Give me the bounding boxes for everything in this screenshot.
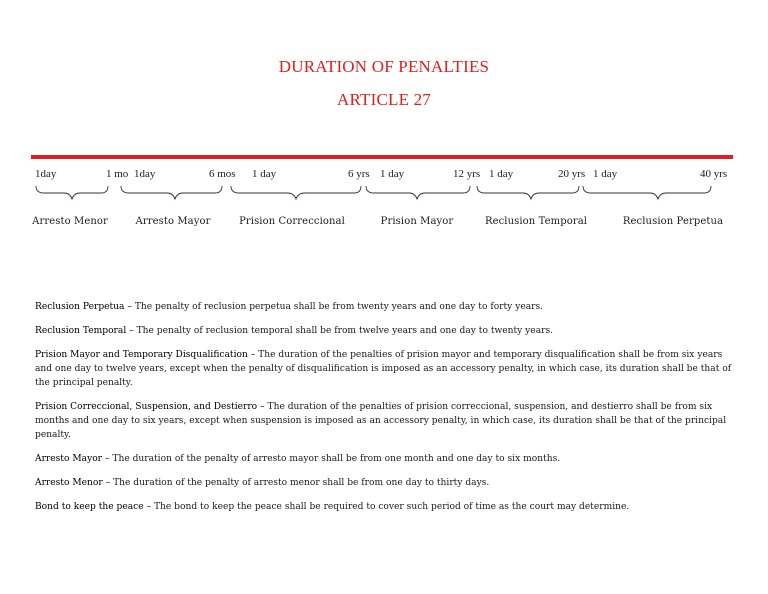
definition-item: Prision Mayor and Temporary Disqualification – The duration of the penalties of prision mayor and temporary disqualification shall be from six years and one day to twelve years, except when the penalty of disqualification is imposed as an accessory penalty, in which case, its duration shall be that of the principal penalty. [35,350,732,388]
segment-label: Reclusion Temporal [484,216,588,227]
definition-text: The bond to keep the peace shall be required to cover such period of time as the court may determine. [153,502,630,512]
definition-item: Prision Correccional, Suspension, and Destierro – The duration of the penalties of prision correccional, suspension, and destierro shall be from six months and one day to six years, except when suspension is imposed as an accessory penalty, in which case, its duration shall be that of the principal penalty. [35,402,727,440]
definition-item: Reclusion Temporal – The penalty of reclusion temporal shall be from twelve years and one day to twenty years. [35,326,554,336]
segment-label: Arresto Menor [32,216,108,227]
definition-text: The duration of the penalty of arresto mayor shall be from one month and one day to six months. [112,454,561,464]
tick-label: 6 yrs [348,168,370,180]
tick-label: 1 day [252,168,277,180]
tick-label: 1day [35,168,57,180]
definition-text: The penalty of reclusion perpetua shall be from twenty years and one day to forty years. [134,302,544,312]
definition-term: Prision Correccional, Suspension, and Destierro [35,402,258,412]
definition-item: Bond to keep the peace – The bond to keep the peace shall be required to cover such period of time as the court may determine. [35,502,630,512]
page-subtitle: ARTICLE 27 [337,90,431,109]
definition-term: Bond to keep the peace [35,502,144,512]
definition-text: The penalty of reclusion temporal shall be from twelve years and one day to twenty years. [136,326,554,336]
brace-reclusion-temporal [477,186,579,199]
definition-term: Reclusion Perpetua [35,302,125,312]
tick-label: 40 yrs [700,168,728,180]
tick-label: 12 yrs [453,168,481,180]
definition-text: The duration of the penalty of arresto menor shall be from one day to thirty days. [113,478,490,488]
definition-term: Arresto Menor [35,478,103,488]
brace-arresto-mayor [121,186,222,199]
timeline-braces [0,184,768,214]
tick-label: 1 day [593,168,618,180]
segment-label: Reclusion Perpetua [622,216,724,227]
tick-label: 6 mos [209,168,236,180]
brace-prision-mayor [366,186,470,199]
tick-label: 1day [134,168,156,180]
brace-arresto-menor [36,186,108,199]
tick-label: 20 yrs [558,168,586,180]
tick-label: 1 day [380,168,405,180]
timeline-rule [31,155,733,159]
definition-item: Reclusion Perpetua – The penalty of reclusion perpetua shall be from twenty years and one day to forty years. [35,302,544,312]
definition-term: Reclusion Temporal [35,326,127,336]
brace-prision-correccional [231,186,361,199]
page-title: DURATION OF PENALTIES [278,57,490,76]
definition-term: Prision Mayor and Temporary Disqualification [35,350,248,360]
tick-label: 1 day [489,168,514,180]
brace-reclusion-perpetua [583,186,711,199]
tick-label: 1 mo [106,168,129,180]
definition-term: Arresto Mayor [35,454,103,464]
definitions-list [35,300,735,524]
segment-label: Arresto Mayor [135,216,211,227]
segment-label: Prision Mayor [380,216,454,227]
definition-text: The duration of the penalties of prision correccional, suspension, and destierro shall be from six months and one day to six years, except when suspension is imposed as an accessory penalty, in which case, its duration shall be that of the principal penalty. [35,402,727,440]
definition-item: Arresto Menor – The duration of the penalty of arresto menor shall be from one day to thirty days. [35,478,490,488]
segment-label: Prision Correccional [239,216,345,227]
definition-item: Arresto Mayor – The duration of the penalty of arresto mayor shall be from one month and one day to six months. [35,454,561,464]
definition-text: The duration of the penalties of prision mayor and temporary disqualification shall be from six years and one day to twelve years, except when the penalty of disqualification is imposed as an accessory penalty, in which case, its duration shall be that of the principal penalty. [35,350,732,388]
